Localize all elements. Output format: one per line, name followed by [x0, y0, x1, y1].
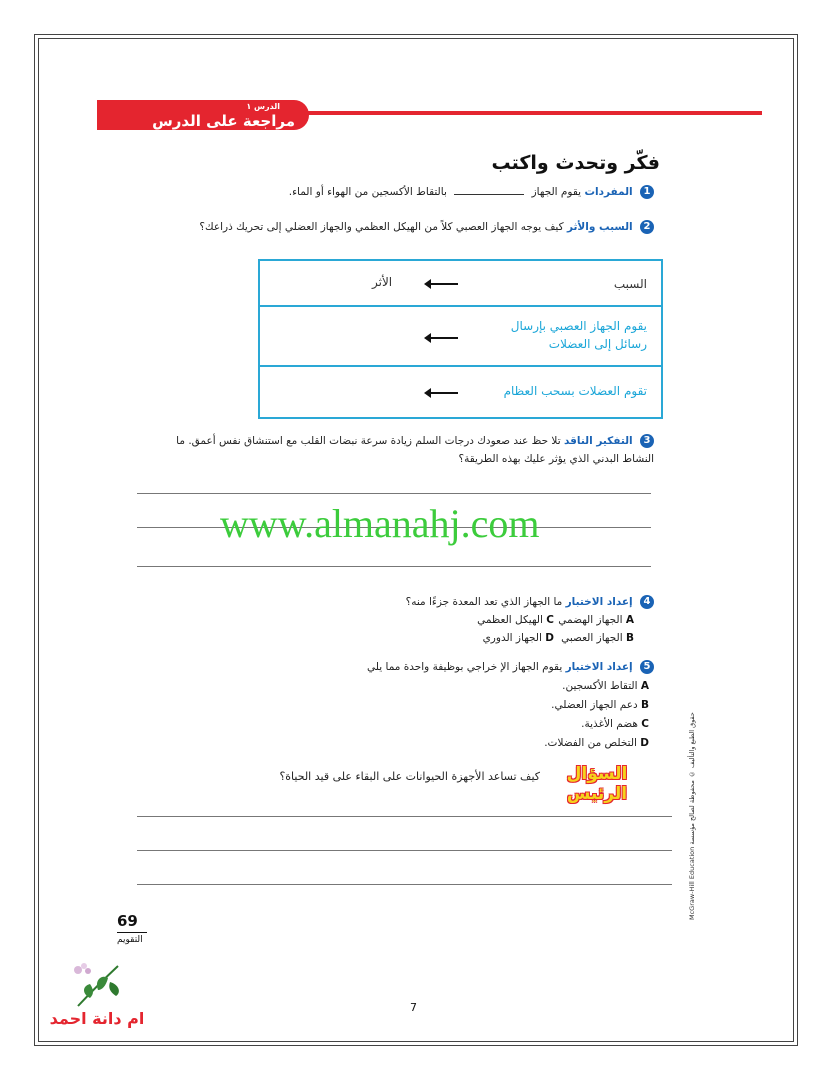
arrow-left-icon — [424, 278, 458, 290]
question-heading: السبب والأثر — [566, 221, 633, 233]
question-heading: التفكير الناقد — [563, 435, 633, 447]
option-c[interactable]: C هضم الأغذية. — [581, 718, 649, 730]
question-number: 1 — [640, 185, 654, 199]
cause-text: تقوم العضلات بسحب العظام — [503, 384, 647, 398]
option-a[interactable]: A التقاط الأكسجين. — [562, 680, 649, 692]
cause-text — [511, 317, 647, 353]
question-text: يقوم الجهاز الإ خراجي بوظيفة واحدة مما يلي — [367, 661, 563, 673]
question-heading: إعداد الاختبار — [565, 661, 633, 673]
question-number: 2 — [640, 220, 654, 234]
cause-effect-row — [260, 307, 661, 367]
section-title: فكّر وتحدث واكتب — [491, 152, 660, 174]
key-question-label: السؤال الرئيس — [566, 764, 628, 804]
question-text: ما الجهاز الذي تعد المعدة جزءًا منه؟ — [405, 596, 563, 608]
option-b[interactable]: B دعم الجهاز العضلي. — [551, 699, 649, 711]
answer-line[interactable] — [137, 816, 672, 817]
option-d[interactable]: D التخلص من الفضلات. — [544, 737, 649, 749]
question-5 — [367, 660, 654, 674]
option-b[interactable]: B الجهاز العصبي — [561, 632, 634, 644]
question-text: بالتقاط الأكسجين من الهواء أو الماء. — [288, 186, 447, 198]
question-text: تلا حظ عند صعودك درجات السلم زيادة سرعة نبضات القلب مع استنشاق نفس أعمق. ما — [176, 435, 561, 447]
answer-line[interactable] — [137, 884, 672, 885]
effect-answer-area[interactable] — [274, 313, 414, 359]
question-text: النشاط البدني الذي يؤثر عليك بهذه الطريقة؟ — [458, 453, 654, 465]
effect-answer-area[interactable] — [274, 373, 414, 411]
answer-blank[interactable] — [454, 194, 524, 195]
page-number-rule — [117, 932, 147, 933]
answer-line[interactable] — [137, 493, 651, 494]
question-number: 3 — [640, 434, 654, 448]
option-c[interactable]: C الهيكل العظمي — [477, 614, 554, 626]
key-question-text: كيف تساعد الأجهزة الحيوانات على البقاء على قيد الحياة؟ — [279, 770, 540, 783]
answer-line[interactable] — [137, 566, 651, 567]
lesson-label: الدرس ١ — [246, 102, 280, 111]
footer-page-number: 7 — [410, 1001, 417, 1014]
question-3 — [114, 432, 654, 468]
question-1 — [289, 185, 654, 199]
question-text: يقوم الجهاز — [531, 186, 582, 198]
cause-effect-header-row — [260, 261, 661, 307]
cause-header: السبب — [613, 277, 647, 291]
question-text: كيف يوجه الجهاز العصبي كلاً من الهيكل العظمي والجهاز العضلي إلى تحريك ذراعك؟ — [199, 221, 564, 233]
cause-effect-row — [260, 367, 661, 417]
answer-line[interactable] — [137, 850, 672, 851]
copyright-credit: McGraw-Hill Education حقوق الطبع والتأليف © محفوظة لصالح مؤسسة — [688, 712, 696, 920]
question-4 — [406, 595, 654, 609]
question-heading: المفردات — [584, 186, 633, 198]
cause-line: يقوم الجهاز العصبي بإرسال — [510, 319, 647, 333]
question-number: 4 — [640, 595, 654, 609]
effect-header: الأثر — [372, 275, 393, 289]
cause-effect-table — [258, 259, 663, 419]
watermark-text: www.almanahj.com — [220, 501, 540, 546]
question-heading: إعداد الاختبار — [565, 596, 633, 608]
page-caption: التقويم — [117, 935, 143, 945]
page-number: 69 — [117, 912, 138, 930]
banner-title: مراجعة على الدرس — [152, 112, 295, 130]
flower-logo-icon — [68, 960, 138, 1010]
question-number: 5 — [640, 660, 654, 674]
question-2 — [199, 220, 654, 234]
cause-line: رسائل إلى العضلات — [548, 337, 647, 351]
option-d[interactable]: D الجهاز الدوري — [482, 632, 554, 644]
arrow-left-icon — [424, 387, 458, 399]
header-rule — [298, 111, 762, 115]
logo-text: ام دانة احمد — [49, 1009, 145, 1028]
option-a[interactable]: A الجهاز الهضمي — [558, 614, 634, 626]
arrow-left-icon — [424, 332, 458, 344]
